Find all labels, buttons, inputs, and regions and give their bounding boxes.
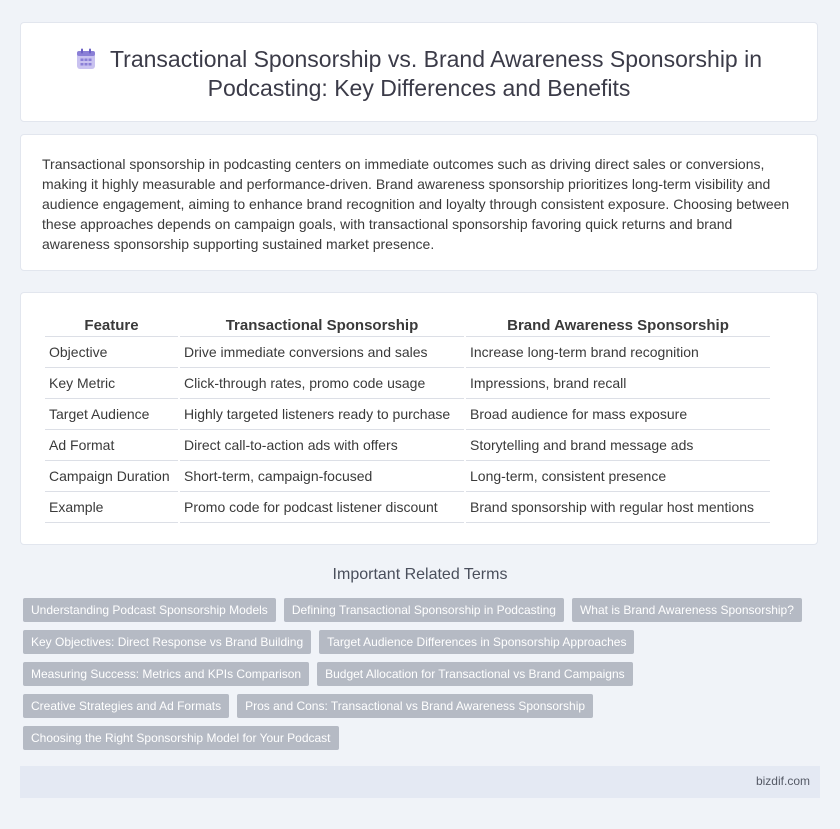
cell-feature: Ad Format bbox=[45, 430, 178, 461]
cell-feature: Key Metric bbox=[45, 368, 178, 399]
related-term-link[interactable]: Key Objectives: Direct Response vs Brand Building bbox=[23, 630, 311, 654]
page-title bbox=[21, 45, 817, 103]
cell-brand-awareness: Broad audience for mass exposure bbox=[466, 399, 770, 430]
related-term-link[interactable]: Pros and Cons: Transactional vs Brand Awareness Sponsorship bbox=[237, 694, 593, 718]
related-term-link[interactable]: Target Audience Differences in Sponsorship Approaches bbox=[319, 630, 634, 654]
cell-feature: Campaign Duration bbox=[45, 461, 178, 492]
related-terms-title: Important Related Terms bbox=[332, 566, 508, 583]
comparison-card bbox=[20, 292, 818, 545]
header-brand-awareness: Brand Awareness Sponsorship bbox=[466, 315, 770, 337]
cell-feature: Target Audience bbox=[45, 399, 178, 430]
cell-brand-awareness: Increase long-term brand recognition bbox=[466, 337, 770, 368]
title-line-2: Podcasting: Key Differences and Benefits bbox=[207, 75, 631, 101]
calendar-icon bbox=[76, 48, 96, 70]
table-row bbox=[45, 461, 770, 492]
table-header-row bbox=[45, 315, 770, 337]
related-term-link[interactable]: What is Brand Awareness Sponsorship? bbox=[572, 598, 802, 622]
related-term-link[interactable]: Defining Transactional Sponsorship in Podcasting bbox=[284, 598, 564, 622]
related-term-link[interactable]: Budget Allocation for Transactional vs Brand Campaigns bbox=[317, 662, 633, 686]
cell-transactional: Promo code for podcast listener discount bbox=[180, 492, 464, 523]
table-row bbox=[45, 399, 770, 430]
cell-transactional: Click-through rates, promo code usage bbox=[180, 368, 464, 399]
cell-transactional: Highly targeted listeners ready to purchase bbox=[180, 399, 464, 430]
header-transactional: Transactional Sponsorship bbox=[180, 315, 464, 337]
related-terms-list bbox=[23, 598, 813, 750]
footer bbox=[20, 766, 820, 798]
cell-transactional: Direct call-to-action ads with offers bbox=[180, 430, 464, 461]
table-row bbox=[45, 337, 770, 368]
footer-site-link[interactable]: bizdif.com bbox=[755, 774, 810, 788]
table-row bbox=[45, 368, 770, 399]
related-term-link[interactable]: Understanding Podcast Sponsorship Models bbox=[23, 598, 276, 622]
related-term-link[interactable]: Measuring Success: Metrics and KPIs Comparison bbox=[23, 662, 309, 686]
cell-transactional: Drive immediate conversions and sales bbox=[180, 337, 464, 368]
cell-brand-awareness: Long-term, consistent presence bbox=[466, 461, 770, 492]
header-feature: Feature bbox=[45, 315, 178, 337]
table-row bbox=[45, 430, 770, 461]
cell-brand-awareness: Brand sponsorship with regular host mentions bbox=[466, 492, 770, 523]
cell-brand-awareness: Storytelling and brand message ads bbox=[466, 430, 770, 461]
intro-paragraph: Transactional sponsorship in podcasting centers on immediate outcomes such as driving direct sales or conversions, making it highly measurable and performance-driven. Brand awareness sponsorship prioritizes long-term visibility and audience engagement, aiming to enhance brand recognition and loyalty through consistent exposure. Choosing between these approaches depends on campaign goals, with transactional sponsorship favoring quick returns and brand awareness sponsorship supporting sustained market presence. bbox=[42, 156, 790, 252]
cell-brand-awareness: Impressions, brand recall bbox=[466, 368, 770, 399]
comparison-table bbox=[43, 315, 772, 523]
intro-card bbox=[20, 134, 818, 271]
cell-transactional: Short-term, campaign-focused bbox=[180, 461, 464, 492]
table-row bbox=[45, 492, 770, 523]
related-term-link[interactable]: Choosing the Right Sponsorship Model for Your Podcast bbox=[23, 726, 339, 750]
related-term-link[interactable]: Creative Strategies and Ad Formats bbox=[23, 694, 229, 718]
cell-feature: Objective bbox=[45, 337, 178, 368]
title-card bbox=[20, 22, 818, 122]
title-line-1: Transactional Sponsorship vs. Brand Awareness Sponsorship in bbox=[109, 46, 763, 72]
cell-feature: Example bbox=[45, 492, 178, 523]
